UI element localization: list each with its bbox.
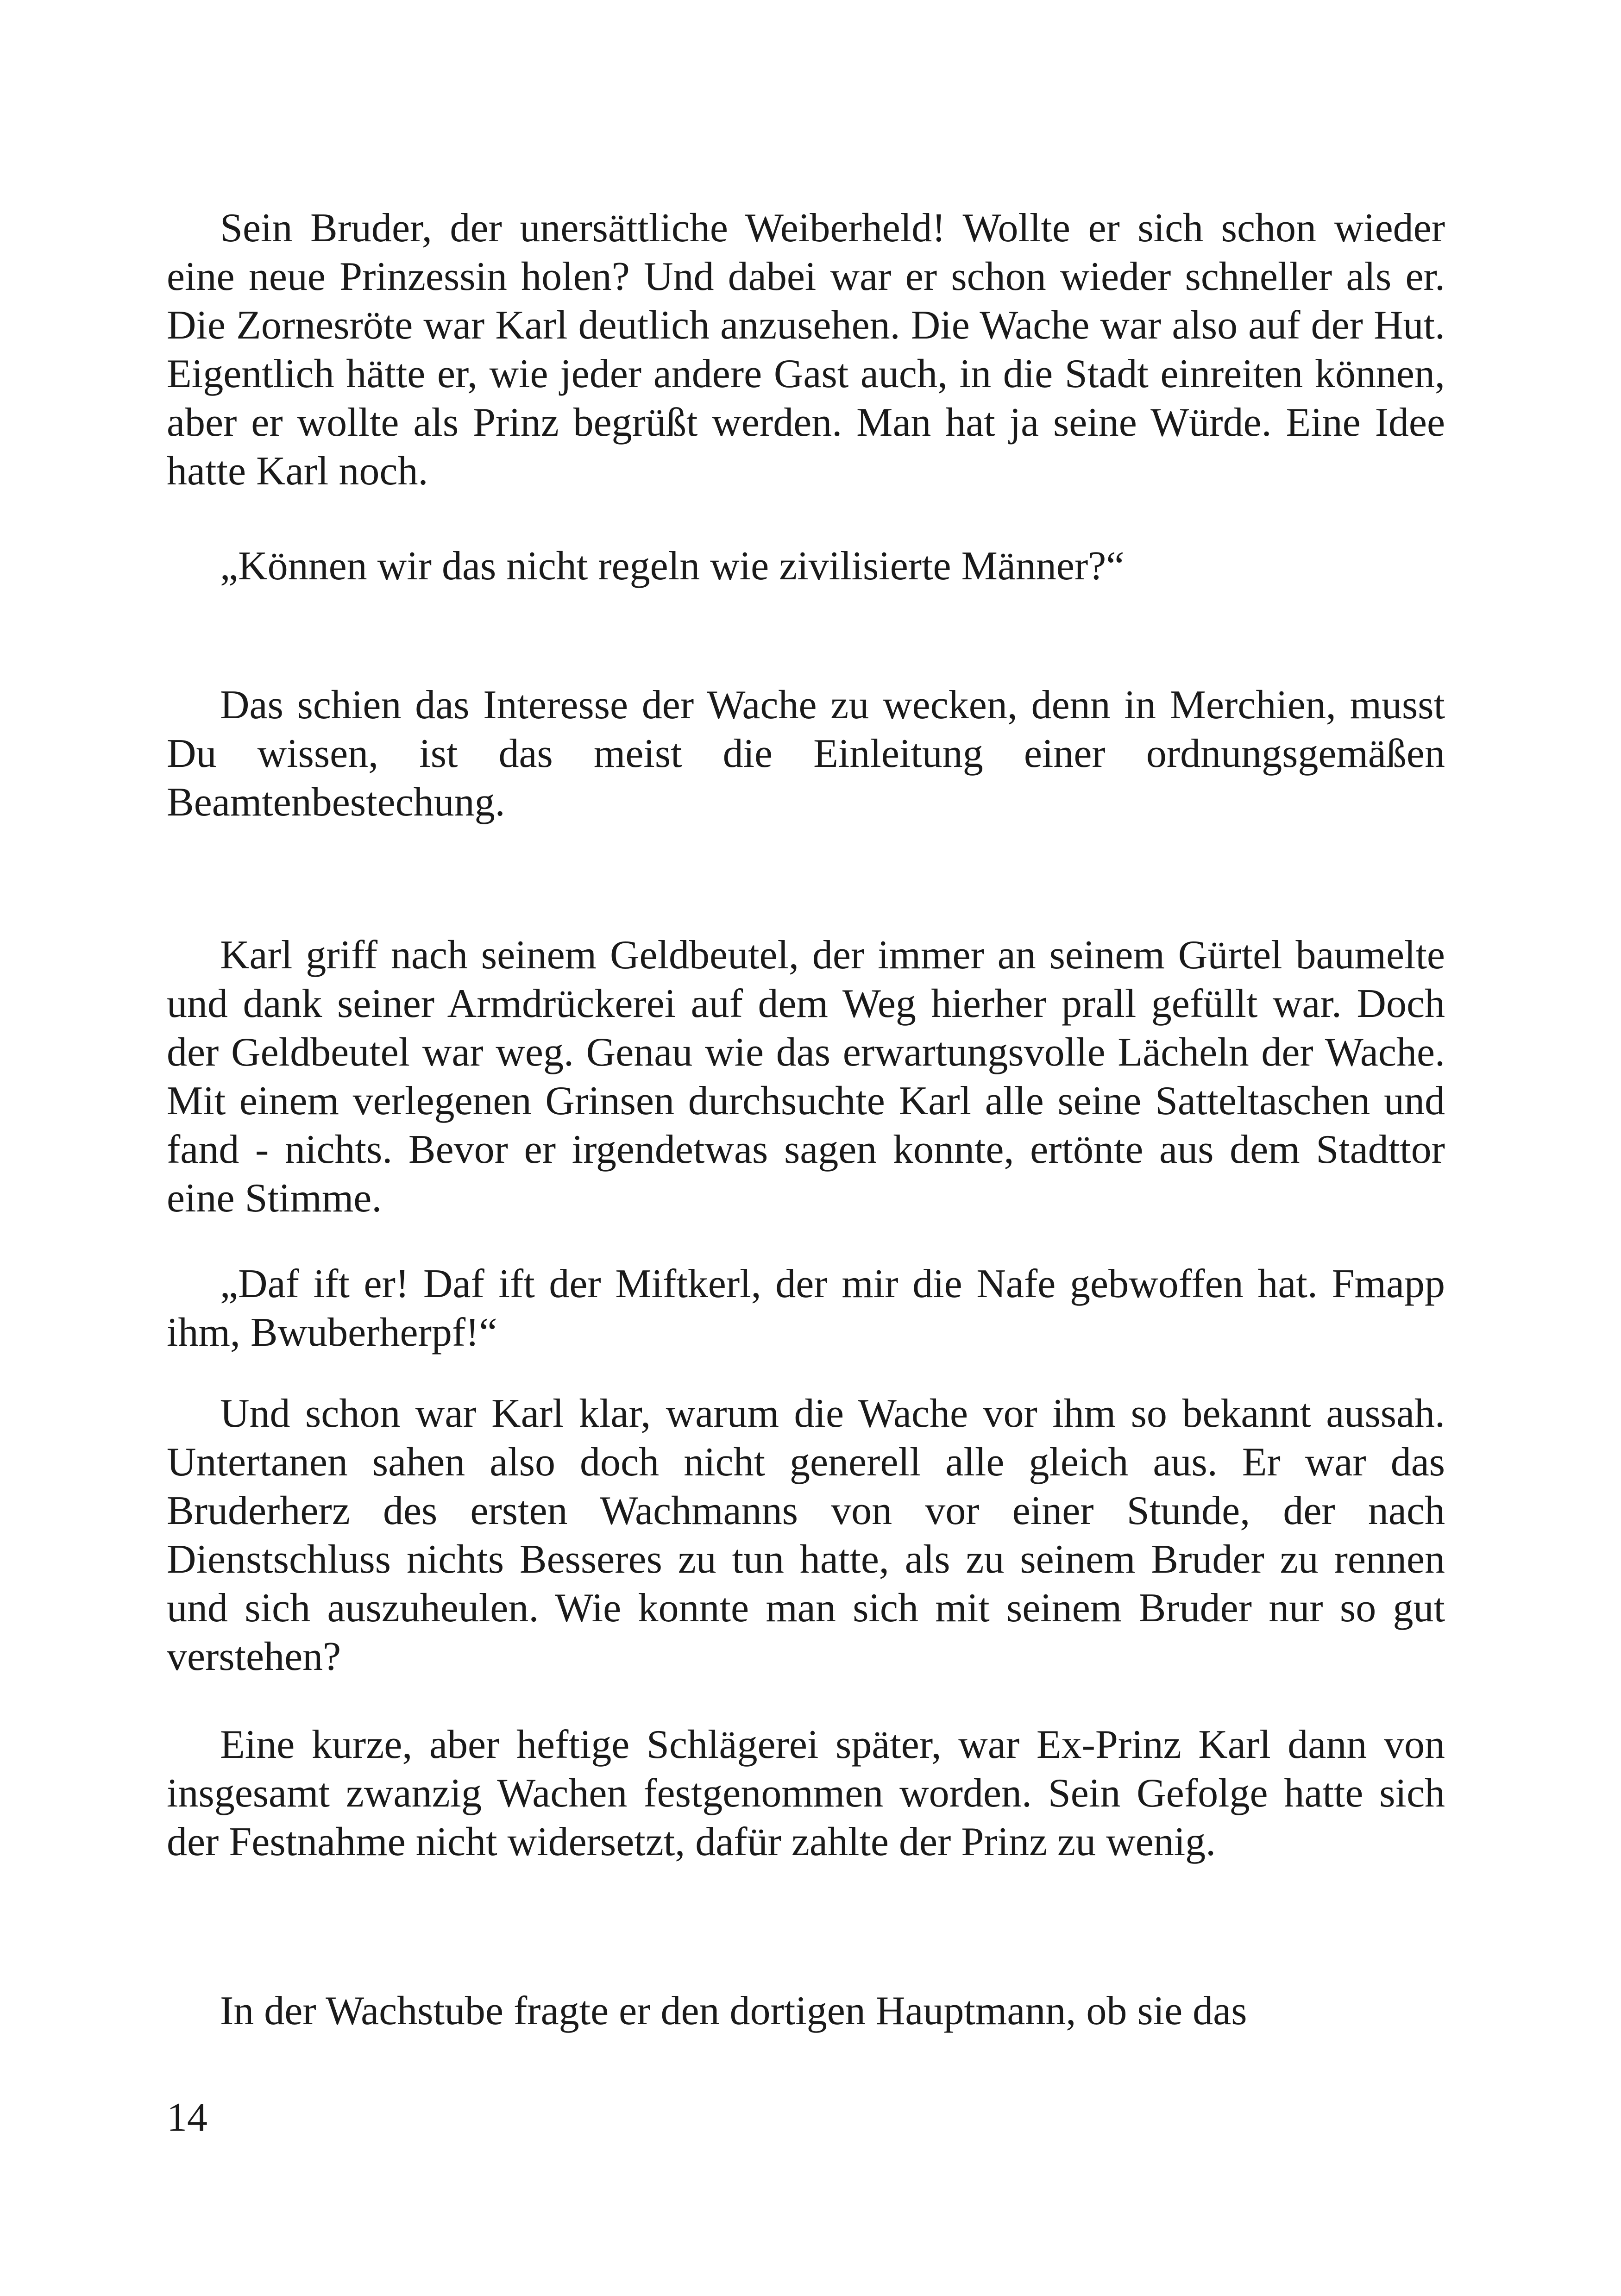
paragraph-1: Sein Bruder, der unersättliche Weiberheld! Wollte er sich schon wieder eine neue Prinzessin holen? Und dabei war er schon wieder schneller als er. Die Zornesröte war Karl deutlich anzusehen. Die Wache war also auf der Hut. Eigentlich hätte er, wie jeder andere Gast auch, in die Stadt einreiten können, aber er wollte als Prinz begrüßt werden. Man hat ja seine Würde. Eine Idee hatte Karl noch.: [167, 206, 1445, 494]
paragraph-group-3: [167, 681, 1445, 827]
paragraph-group-5: [167, 1260, 1445, 1357]
paragraph-8: In der Wachstube fragte er den dortigen Hauptmann, ob sie das: [220, 1989, 1247, 2033]
paragraph-7: Eine kurze, aber heftige Schlägerei später, war Ex-Prinz Karl dann von insgesamt zwanzig Wachen festgenommen worden. Sein Gefolge hatte sich der Festnahme nicht widersetzt, dafür zahlte der Prinz zu wenig.: [167, 1722, 1445, 1864]
paragraph-3: Das schien das Interesse der Wache zu wecken, denn in Merchien, musst Du wissen, ist das meist die Einleitung einer ordnungsgemäßen Beamtenbestechung.: [167, 683, 1445, 825]
paragraph-6: Und schon war Karl klar, warum die Wache vor ihm so bekannt aussah. Untertanen sahen also doch nicht generell alle gleich aus. Er war das Bruderherz des ersten Wachmanns von vor einer Stunde, der nach Dienstschluss nichts Besseres zu tun hatte, als zu seinem Bruder zu rennen und sich auszuheulen. Wie konnte man sich mit seinem Bruder nur so gut verstehen?: [167, 1391, 1445, 1679]
paragraph-group-7: [167, 1720, 1445, 1866]
paragraph-5-quote: „Daf ift er! Daf ift der Miftkerl, der mir die Nafe gebwoffen hat. Fmapp ihm, Bwuberherpf!“: [167, 1261, 1445, 1355]
paragraph-2-quote: „Können wir das nicht regeln wie zivilisierte Männer?“: [220, 544, 1125, 589]
paragraph-group-4: [167, 931, 1445, 1223]
paragraph-group-1: [167, 204, 1445, 496]
paragraph-group-6: [167, 1389, 1445, 1681]
paragraph-group-8: [167, 1987, 1445, 2035]
page-number: 14: [167, 2095, 207, 2140]
paragraph-group-2: [167, 542, 1445, 590]
paragraph-4: Karl griff nach seinem Geldbeutel, der immer an seinem Gürtel baumelte und dank seiner Armdrückerei auf dem Weg hierher prall gefüllt war. Doch der Geldbeutel war weg. Genau wie das erwartungsvolle Lächeln der Wache. Mit einem verlegenen Grinsen durchsuchte Karl alle seine Satteltaschen und fand - nichts. Bevor er irgendetwas sagen konnte, ertönte aus dem Stadttor eine Stimme.: [167, 933, 1445, 1221]
